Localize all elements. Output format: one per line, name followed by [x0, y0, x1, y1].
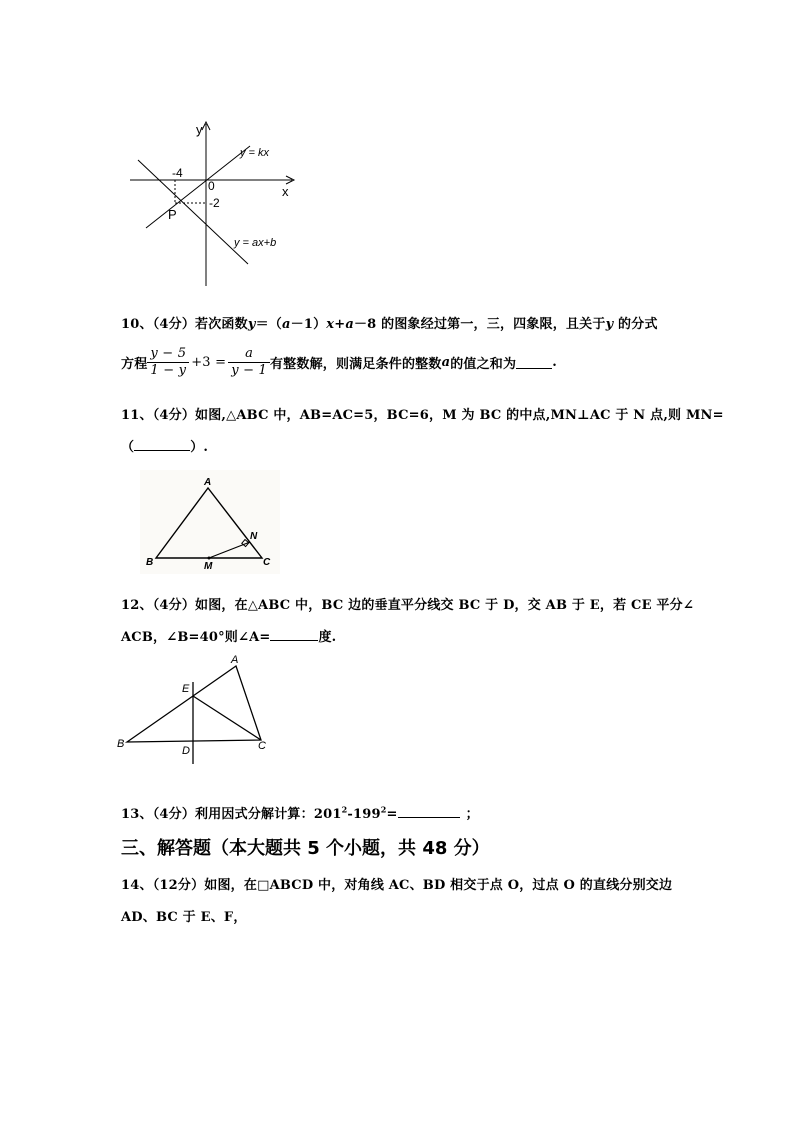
question-14-line1: 14、（12分）如图，在□ABCD 中，对角线 AC、BD 相交于点 O，过点 O 的直线分别交边	[121, 878, 673, 893]
fn-eq: ＝（	[255, 317, 283, 332]
label-c: C	[263, 557, 271, 568]
fraction-2-denominator: y − 1	[231, 363, 267, 378]
label-m: M	[204, 561, 213, 572]
line-y-kx-label: y = kx	[240, 147, 270, 159]
answer-blank-10[interactable]	[516, 356, 552, 369]
question-10-rest4: 的值之和为	[450, 357, 517, 372]
question-13-end: ；	[465, 807, 479, 822]
fn-x: x	[326, 317, 335, 332]
label-a: A	[231, 654, 239, 666]
label-n: N	[250, 531, 258, 542]
answer-blank-13[interactable]	[398, 805, 460, 818]
equation-label: 方程	[121, 357, 148, 372]
point-m	[208, 557, 211, 560]
question-10-line2	[121, 346, 557, 379]
triangle-abc-figure-11	[140, 470, 280, 574]
label-b: B	[117, 738, 125, 750]
fraction-2	[228, 346, 270, 379]
fraction-1-numerator: y − 5	[147, 346, 189, 363]
y-axis-label: y	[196, 122, 203, 137]
question-10-rest1: 的图象经过第一，三，四象限，且关于	[376, 317, 606, 332]
question-12-line2b: 度.	[318, 630, 337, 645]
origin-label: 0	[208, 179, 215, 193]
y-mark-label: -2	[209, 196, 220, 210]
question-13-text-b: -199	[347, 807, 381, 822]
question-10-rest3: 有整数解，则满足条件的整数	[269, 357, 442, 372]
question-13	[121, 803, 479, 822]
segment-ce	[193, 696, 261, 740]
fn-a2: a	[345, 317, 354, 332]
question-10-end: .	[552, 355, 557, 370]
answer-blank-12[interactable]	[270, 628, 318, 641]
superscript-2: 2	[380, 804, 387, 815]
question-12-line1: 12、（4分）如图，在△ABC 中，BC 边的垂直平分线交 BC 于 D，交 AB 于 E，若 CE 平分∠	[121, 598, 694, 613]
question-13-text-c: =	[386, 807, 398, 822]
plus-three: +3 =	[191, 355, 227, 370]
question-10-prefix: 10、（4分）若次函数	[121, 317, 248, 332]
question-10-rest2: 的分式	[613, 317, 658, 332]
line-y-kx	[146, 146, 250, 228]
var-a: a	[441, 355, 451, 370]
triangle-abc-figure-12	[115, 652, 280, 768]
fraction-2-numerator: a	[228, 346, 270, 363]
fn-y: y	[247, 317, 256, 332]
point-p-label: P	[168, 207, 177, 222]
label-d: D	[182, 745, 190, 757]
question-12-line2	[121, 626, 336, 645]
fn-m1: －1）	[290, 317, 327, 332]
triangle-abc	[127, 666, 261, 742]
coordinate-graph-figure	[120, 118, 300, 290]
question-11-line2	[121, 436, 208, 455]
label-a: A	[204, 477, 212, 488]
answer-blank-11[interactable]	[134, 438, 190, 451]
fn-plus: +	[334, 317, 346, 332]
line-y-ax-b	[138, 160, 248, 264]
fraction-1-denominator: 1 − y	[150, 363, 187, 378]
question-11-close: ）.	[190, 440, 209, 455]
superscript-1: 2	[341, 804, 348, 815]
question-11-open: （	[121, 440, 135, 455]
section-3-heading: 三、解答题（本大题共 5 个小题，共 48 分）	[121, 838, 490, 859]
label-b: B	[146, 557, 154, 568]
label-e: E	[182, 683, 190, 695]
var-y: y	[605, 317, 614, 332]
question-10-line1	[121, 313, 658, 332]
x-axis-label: x	[282, 184, 289, 199]
question-14-line2: AD、BC 于 E、F，	[121, 910, 247, 925]
x-mark-label: -4	[172, 166, 183, 180]
question-13-text-a: 13、（4分）利用因式分解计算：201	[121, 807, 342, 822]
fn-m8: －8	[353, 317, 377, 332]
question-12-line2a: ACB，∠B=40°则∠A=	[121, 630, 271, 645]
question-11-line1: 11、（4分）如图,△ABC 中，AB=AC=5，BC=6，M 为 BC 的中点,MN⊥AC 于 N 点,则 MN=	[121, 408, 724, 423]
line-y-ax-b-label: y = ax+b	[234, 237, 277, 249]
fraction-1	[147, 346, 189, 379]
label-c: C	[258, 740, 266, 752]
fn-a1: a	[282, 317, 291, 332]
